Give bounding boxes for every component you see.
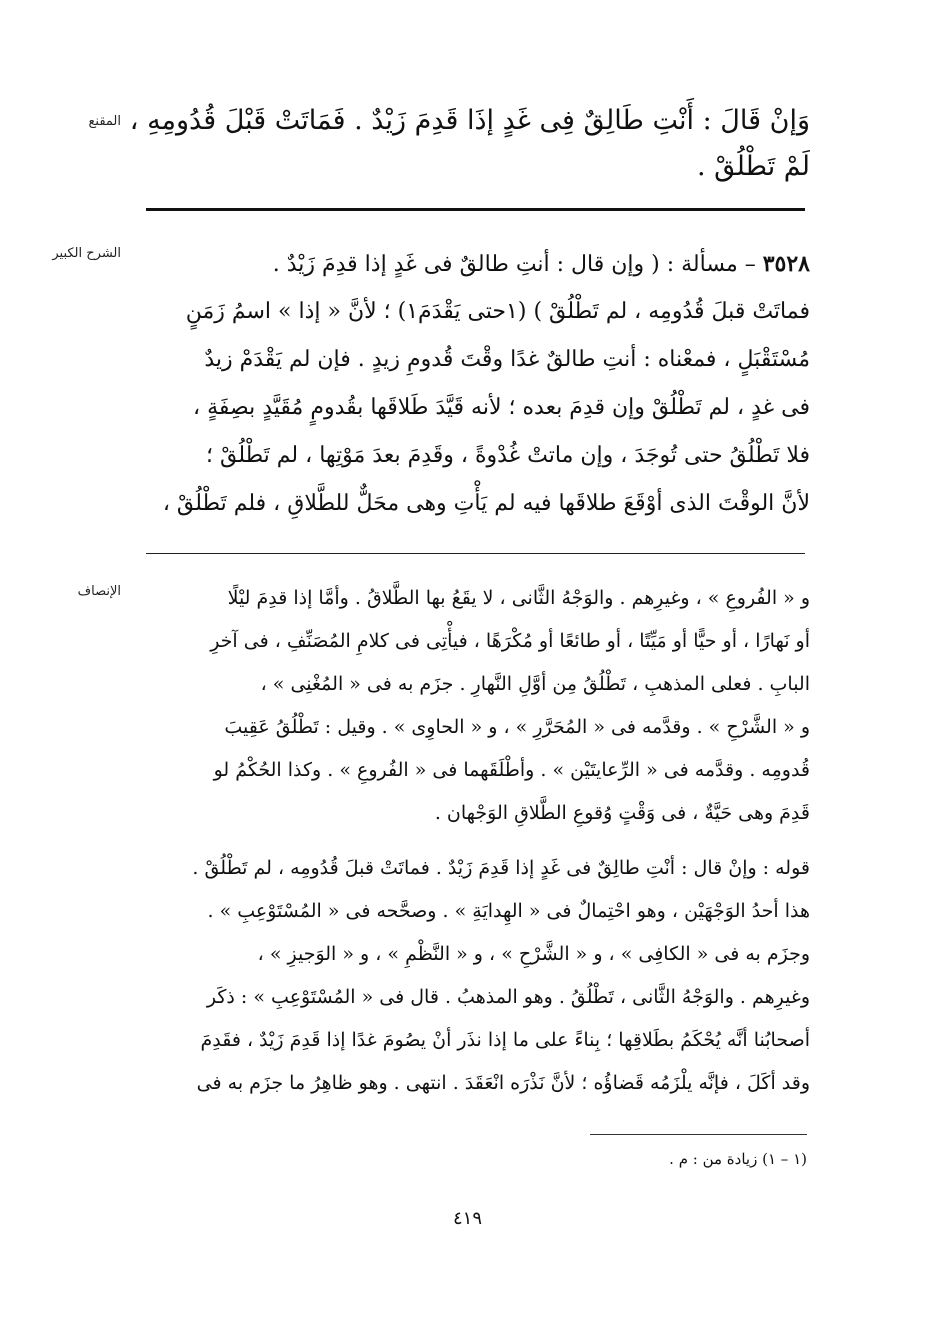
insaf-line: قوله : وإنْ قال : أنْتِ طالِقٌ فى غَدٍ إذا قَدِمَ زَيْدٌ . فماتَتْ قبلَ قُدُومِه ، لم تَطْلُقْ . [192, 857, 810, 879]
insaf-line: وجزَم به فى « الكافِى » ، و « الشَّرْحِ » ، و « النَّظْمِ » ، و « الوَجيزِ » ، [257, 943, 810, 965]
footnote: (١ – ١) زيادة من : م . [669, 1150, 807, 1168]
page-number: ٤١٩ [452, 1208, 482, 1229]
insaf-line: قُدومِه . وقدَّمه فى « الرِّعايتَيْن » . وأطْلَقَهما فى « الفُروعِ » . وكذا الحُكْمُ لو [213, 759, 810, 781]
insaf-line: قَدِمَ وهى حَيَّةٌ ، فى وَقْتٍ وُقوعِ الطَّلاقِ الوَجْهان . [434, 802, 810, 824]
sharh-line: فلا تَطْلُقُ حتى تُوجَدَ ، وإن ماتتْ غُدْوةً ، وقَدِمَ بعدَ مَوْتِها ، لم تَطْلُقْ ؛ [205, 443, 810, 468]
sharh-line: مُسْتَقْبَلٍ ، فمعْناه : أنتِ طالقٌ غدًا وقْتَ قُدومِ زيدٍ . فإن لم يَقْدَمْ زيدٌ [204, 347, 810, 372]
insaf-paragraph-2 [130, 847, 810, 1105]
sharh-first-line [130, 240, 810, 288]
sharh-line: لأنَّ الوقْتَ الذى أوْقَعَ طلاقَها فيه لم يَأْتِ وهى محَلٌّ للطَّلاقِ ، فلم تَطْلُقْ ، [162, 491, 810, 516]
muqni-line: وَإنْ قَالَ : أَنْتِ طَالِقٌ فِى غَدٍ إذَا قَدِمَ زَيْدٌ . فَمَاتَتْ قَبْلَ قُدُومِهِ ، [130, 105, 810, 136]
sharh-line: فماتَتْ قبلَ قُدُومِه ، لم تَطْلُقْ ) (١حتى يَقْدَمَ١) ؛ لأنَّ « إذا » اسمُ زَمَنٍ [185, 299, 810, 324]
insaf-line: وقد أكَلَ ، فإنَّه يلْزَمُه قَضاؤُه ؛ لأنَّ نَذْرَه انْعَقَدَ . انتهى . وهو ظاهِرُ ما جزَم به فى [196, 1072, 810, 1094]
section-divider-thin [146, 553, 805, 554]
muqni-line: لَمْ تَطْلُقْ . [696, 151, 810, 182]
section-divider-thick [146, 208, 805, 211]
insaf-line: وغيرِهم . والوَجْهُ الثَّانى ، تَطْلُقُ . وهو المذهبُ . قال فى « المُسْتَوْعِبِ » : ذكَر [206, 986, 810, 1008]
insaf-line: و « الفُروعِ » ، وغيرِهم . والوَجْهُ الثَّانى ، لا يقَعُ بها الطَّلاقُ . وأمَّا إذا قدِمَ ليْلًا [227, 587, 810, 609]
issue-number: ٣٥٢٨ [762, 251, 810, 277]
muqni-text [130, 98, 810, 190]
sharh-text [130, 240, 810, 528]
margin-label-sharh: الشرح الكبير [52, 246, 121, 261]
footnote-divider [590, 1134, 807, 1135]
insaf-line: أصحابُنا أنَّه يُحْكَمُ بطَلاقِها ؛ بِناءً على ما إذا نذَر أنْ يصُومَ غدًا إذا قَدِمَ زَيْدٌ ، فقَدِمَ [200, 1029, 810, 1051]
insaf-line: و « الشَّرْحِ » . وقدَّمه فى « المُحَرَّرِ » ، و « الحاوِى » . وقيل : تَطْلُقُ عَقِيبَ [224, 716, 810, 738]
insaf-line: هذا أحدُ الوَجْهَيْن ، وهو احْتِمالٌ فى « الهِدايَةِ » . وصحَّحه فى « المُسْتَوْعِبِ » . [207, 900, 810, 922]
insaf-line: البابِ . فعلى المذهبِ ، تَطْلُقُ مِن أوَّلِ النَّهارِ . جزَم به فى « المُغْنِى » ، [260, 673, 810, 695]
insaf-line: أو نَهارًا ، أو حيًّا أو مَيِّتًا ، أو طائعًا أو مُكْرَهًا ، فيأْتِى فى كلامِ المُصَنِّفِ ، فى آخرِ [210, 630, 810, 652]
margin-label-muqni: المقنع [88, 114, 121, 129]
insaf-paragraph-1 [130, 577, 810, 835]
sharh-line: فى غدٍ ، لم تَطْلُقْ وإن قدِمَ بعده ؛ لأنه قَيَّدَ طَلاقَها بقُدومٍ مُقَيَّدٍ بصِفَةٍ ، [193, 395, 810, 420]
sharh-line: – مسألة : ( وإن قال : أنتِ طالقٌ فى غَدٍ إذا قدِمَ زَيْدٌ . [272, 252, 756, 277]
margin-label-insaf: الإنصاف [77, 584, 121, 599]
